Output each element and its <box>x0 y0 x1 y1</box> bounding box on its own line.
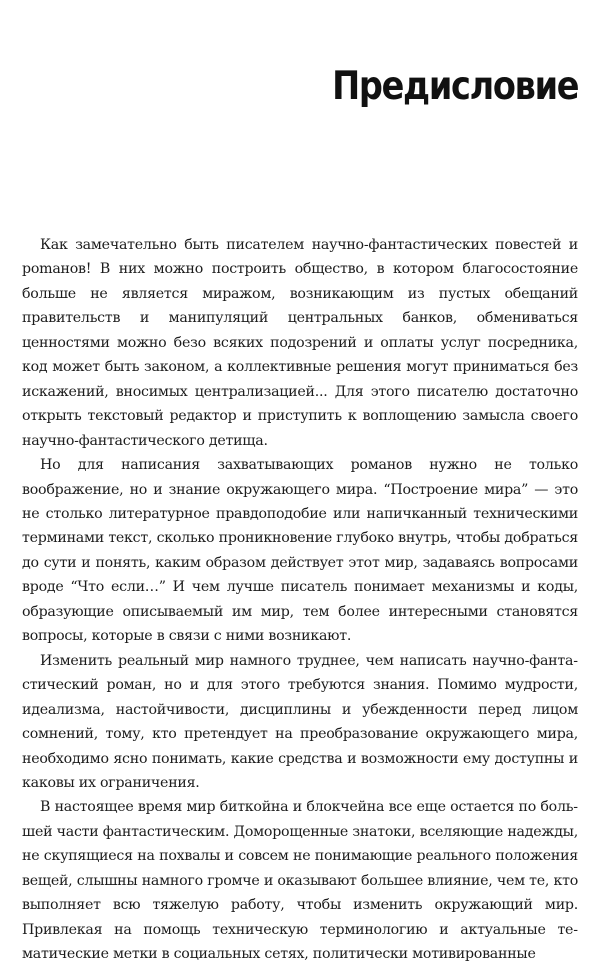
paragraph-2: Но для написания захватывающих романов нужно не только воображение, но и знание окружающего мира. “Построение мира” — это не столько литературное правдоподобие или напичканный техническими терминами текст, сколько проникновение глубоко внутрь, чтобы добраться до сути и понять, каким образом действует этот мир, задаваясь вопросами вроде “Что если…” И чем лучше писатель понимает механизмы и коды, образующие описываемый им мир, тем более интересными становятся вопросы, которые в связи с ними возникают. <box>22 457 578 645</box>
chapter-title: Предисловие <box>331 64 578 109</box>
paragraph-1: Как замечательно быть писателем научно-фантастических повестей и роmанов! В них можно построить общество, в котором благосостояние больше не является миражом, возникающим из пустых обещаний правительств и манипуляций центральных банков, обмениваться ценностями можно безо всяких подозрений и оплаты услуг посредника, код может быть законом, а коллективные решения могут приниматься без искажений, вносимых централизацией... Для этого писателю достаточно открыть текстовый редактор и приступить к воплощению замысла своего научно-фантастического детища. <box>22 237 578 449</box>
body-text <box>22 233 578 967</box>
paragraph-4: В настоящее время мир биткойна и блокчейна все еще остается по большей части фантастическим. Доморощенные знатоки, вселяющие надежды, не скупящиеся на похвалы и совсем не понимающие реального положения вещей, слышны намного громче и оказывают большее влияние, чем те, кто выполняет всю тяжелую работу, чтобы изменить окружающий мир. Привлекая на помощь техническую терминологию и актуальные тематические метки в социальных сетях, политически мотивированные <box>22 799 578 963</box>
paragraph-3: Изменить реальный мир намного труднее, чем написать научно-фантастический роман, но и для этого требуются знания. Помимо мудрости, идеализма, настойчивости, дисциплины и убежденности перед лицом сомнений, тому, кто претендует на преобразование окружающего мира, необходимо ясно понимать, какие средства и возможности ему доступны и каковы их ограничения. <box>22 652 578 791</box>
